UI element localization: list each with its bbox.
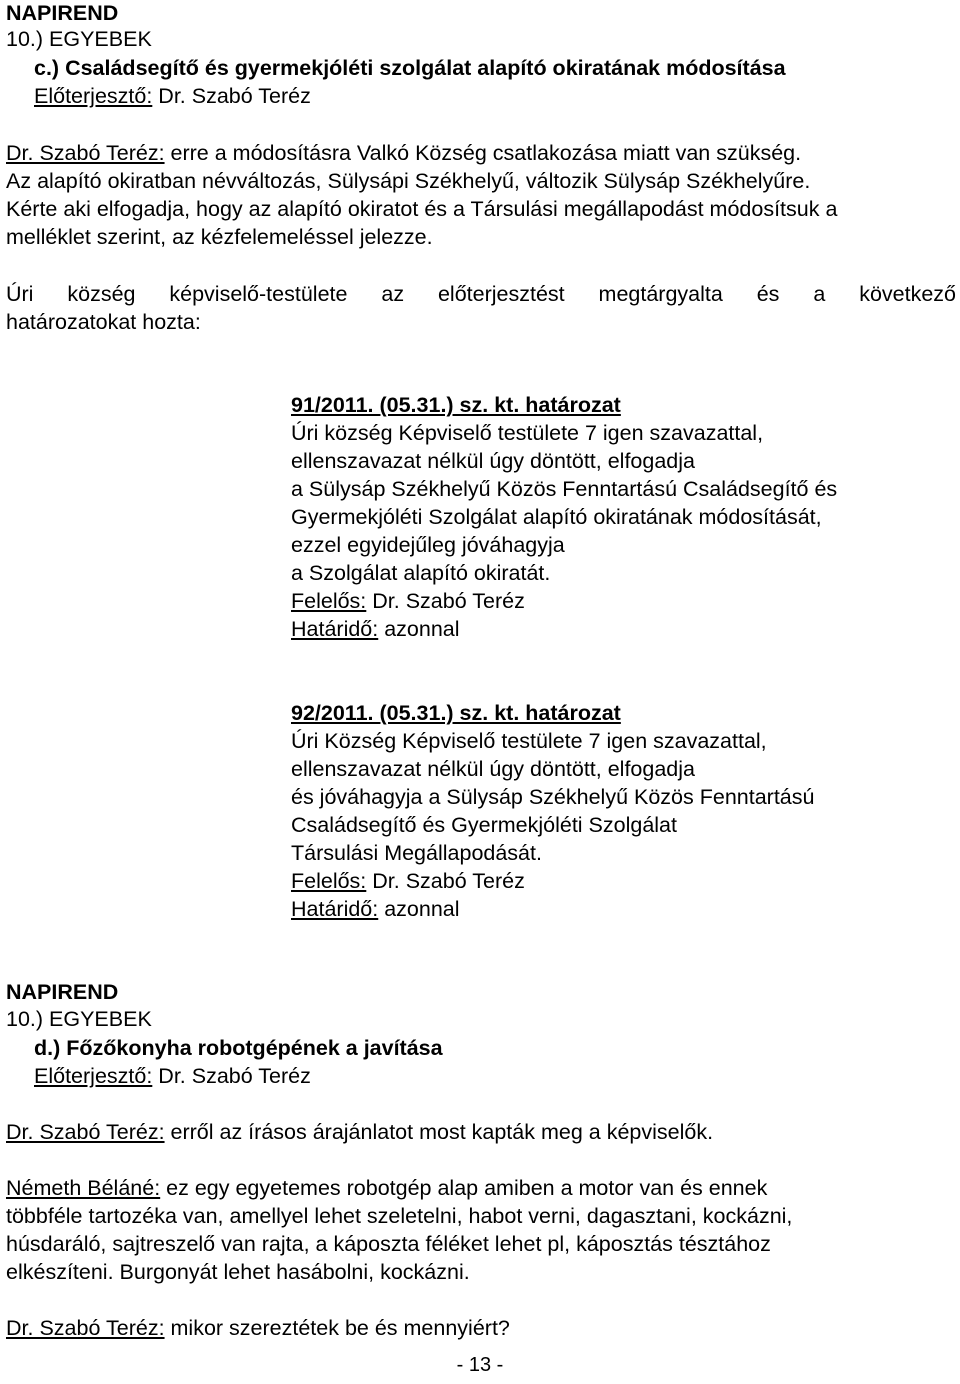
resolution-line: és jóváhagyja a Sülysáp Székhelyű Közös Fenntartású — [291, 785, 815, 809]
deadline-line — [291, 616, 460, 642]
agenda-heading: NAPIREND — [6, 1, 119, 25]
presenter-line — [34, 83, 311, 109]
board-statement-cont: határozatokat hozta: — [6, 310, 201, 334]
speech-line: húsdaráló, sajtreszelő van rajta, a káposzta féléket lehet pl, káposztás tésztához — [6, 1232, 771, 1256]
speech-line: Kérte aki elfogadja, hogy az alapító okiratot és a Társulási megállapodást módosítsuk a — [6, 197, 838, 221]
responsible-value: Dr. Szabó Teréz — [366, 869, 525, 893]
speech-text: erről az írásos árajánlatot most kapták meg a képviselők. — [164, 1120, 714, 1144]
speech-line: többféle tartozéka van, amellyel lehet szeletelni, habot verni, dagasztani, kockázni, — [6, 1204, 793, 1228]
deadline-line — [291, 896, 460, 922]
resolution-line: a Sülysáp Székhelyű Közös Fenntartású Családsegítő és — [291, 477, 838, 501]
deadline-value: azonnal — [378, 617, 460, 641]
page-number: - 13 - — [456, 1354, 504, 1376]
resolution-line: Társulási Megállapodását. — [291, 841, 542, 865]
agenda-item-title: c.) Családsegítő és gyermekjóléti szolgálat alapító okiratának módosítása — [34, 56, 786, 80]
agenda-item-title: d.) Főzőkonyha robotgépének a javítása — [34, 1036, 443, 1060]
speech-text: mikor szereztétek be és mennyiért? — [164, 1316, 510, 1340]
resolution-line: ezzel egyidejűleg jóváhagyja — [291, 533, 565, 557]
resolution-line: Családsegítő és Gyermekjóléti Szolgálat — [291, 813, 677, 837]
speaker-name: Dr. Szabó Teréz: — [6, 1120, 165, 1144]
speech-line — [6, 1119, 713, 1145]
agenda-number: 10.) EGYEBEK — [6, 27, 152, 51]
speech-text: erre a módosításra Valkó Község csatlakozása miatt van szükség. — [164, 141, 802, 165]
responsible-line — [291, 588, 525, 614]
resolution-line: Úri Község Képviselő testülete 7 igen szavazattal, — [291, 729, 767, 753]
speaker-name: Németh Béláné: — [6, 1176, 161, 1200]
resolution-line: Úri község Képviselő testülete 7 igen szavazattal, — [291, 421, 764, 445]
responsible-line — [291, 868, 525, 894]
responsible-label: Felelős: — [291, 869, 367, 893]
speaker-name: Dr. Szabó Teréz: — [6, 141, 165, 165]
presenter-label: Előterjesztő: — [34, 84, 153, 108]
presenter-name: Dr. Szabó Teréz — [152, 84, 311, 108]
resolution-title: 91/2011. (05.31.) sz. kt. határozat — [291, 393, 621, 417]
responsible-value: Dr. Szabó Teréz — [366, 589, 525, 613]
speaker-name: Dr. Szabó Teréz: — [6, 1316, 165, 1340]
speech-line — [6, 1175, 767, 1201]
resolution-line: a Szolgálat alapító okiratát. — [291, 561, 551, 585]
speech-line: melléklet szerint, az kézfelemeléssel jelezze. — [6, 225, 433, 249]
board-statement: Úri község képviselő-testülete az előterjesztést megtárgyalta és a következő — [6, 282, 956, 306]
resolution-line: Gyermekjóléti Szolgálat alapító okiratának módosítását, — [291, 505, 822, 529]
presenter-name: Dr. Szabó Teréz — [152, 1064, 311, 1088]
resolution-line: ellenszavazat nélkül úgy döntött, elfogadja — [291, 449, 695, 473]
speech-line: Az alapító okiratban névváltozás, Sülysápi Székhelyű, változik Sülysáp Székhelyűre. — [6, 169, 811, 193]
speech-text: ez egy egyetemes robotgép alap amiben a motor van és ennek — [160, 1176, 768, 1200]
speech-line: elkészíteni. Burgonyát lehet hasábolni, kockázni. — [6, 1260, 470, 1284]
speech-line — [6, 1315, 510, 1341]
agenda-heading: NAPIREND — [6, 980, 119, 1004]
deadline-label: Határidő: — [291, 617, 379, 641]
agenda-number: 10.) EGYEBEK — [6, 1007, 152, 1031]
deadline-value: azonnal — [378, 897, 460, 921]
presenter-line — [34, 1063, 311, 1089]
resolution-title: 92/2011. (05.31.) sz. kt. határozat — [291, 701, 621, 725]
presenter-label: Előterjesztő: — [34, 1064, 153, 1088]
speech-line — [6, 140, 801, 166]
resolution-line: ellenszavazat nélkül úgy döntött, elfogadja — [291, 757, 695, 781]
responsible-label: Felelős: — [291, 589, 367, 613]
deadline-label: Határidő: — [291, 897, 379, 921]
